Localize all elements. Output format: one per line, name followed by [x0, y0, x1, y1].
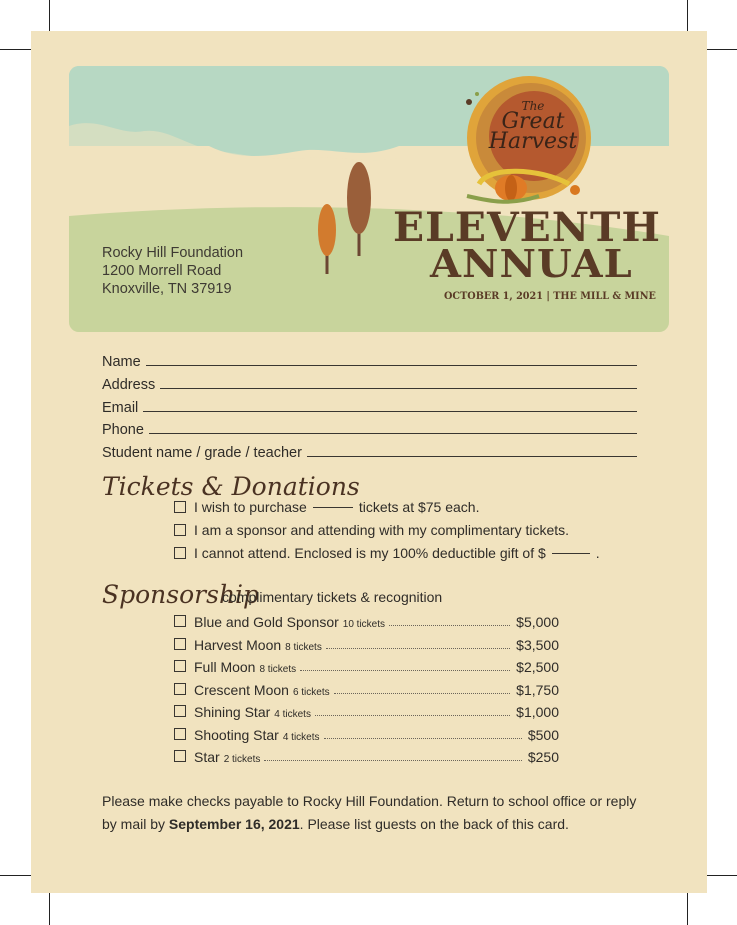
tier-name: Full Moon — [194, 659, 256, 675]
sponsor-tier[interactable] — [174, 725, 559, 743]
logo-line-the: The — [521, 99, 545, 113]
address-line: Knoxville, TN 37919 — [102, 281, 232, 297]
tickets-heading: Tickets & Donations — [102, 472, 360, 501]
option-text: tickets at $75 each. — [358, 499, 480, 515]
sponsor-tier[interactable] — [174, 635, 559, 653]
tier-tickets: 2 tickets — [223, 754, 261, 765]
crop-mark — [49, 0, 50, 31]
sponsor-tier[interactable] — [174, 657, 559, 675]
tier-tickets: 4 tickets — [282, 732, 320, 743]
field-label: Address — [102, 377, 156, 393]
tier-tickets: 6 tickets — [292, 687, 330, 698]
phone-field[interactable] — [102, 418, 637, 438]
instructions-text: Please make checks payable to Rocky Hill Foundation. Return to school office or reply by mail by — [102, 793, 637, 832]
checkbox[interactable] — [174, 683, 186, 695]
payment-instructions — [102, 790, 642, 836]
crop-mark — [707, 49, 737, 50]
sponsorship-subheading: complimentary tickets & recognition — [222, 589, 443, 605]
tier-tickets: 8 tickets — [285, 642, 322, 653]
sponsor-attending-option[interactable] — [174, 522, 569, 538]
option-text: I am a sponsor and attending with my complimentary tickets. — [194, 522, 570, 538]
logo-script — [478, 100, 588, 152]
logo-line-harvest: Harvest — [488, 129, 578, 154]
donation-option[interactable] — [174, 545, 600, 561]
crop-mark — [687, 0, 688, 31]
purchase-option[interactable] — [174, 499, 479, 515]
checkbox[interactable] — [174, 750, 186, 762]
tier-price: $3,500 — [516, 637, 559, 653]
checkbox[interactable] — [174, 638, 186, 650]
option-text: . — [595, 545, 600, 561]
mailing-address — [102, 244, 243, 298]
crop-mark — [687, 893, 688, 925]
address-line: Rocky Hill Foundation — [102, 245, 244, 261]
sponsor-tier[interactable] — [174, 702, 559, 720]
field-label: Student name / grade / teacher — [102, 445, 302, 461]
tier-price: $500 — [527, 727, 559, 743]
tier-name: Star — [194, 749, 220, 765]
option-text: I cannot attend. Enclosed is my 100% deductible gift of $ — [194, 545, 546, 561]
checkbox[interactable] — [174, 615, 186, 627]
event-date-venue: OCTOBER 1, 2021 | THE MILL & MINE — [444, 290, 656, 302]
address-line: 1200 Morrell Road — [102, 263, 222, 279]
checkbox[interactable] — [174, 547, 186, 559]
tier-price: $2,500 — [516, 659, 559, 675]
tier-name: Blue and Gold Sponsor — [194, 614, 339, 630]
headline-eleventh: ELEVENTH — [393, 204, 662, 251]
checkbox[interactable] — [174, 660, 186, 672]
deadline-date: September 16, 2021 — [168, 816, 300, 832]
student-field[interactable] — [102, 441, 637, 461]
field-label: Phone — [102, 422, 144, 438]
name-field[interactable] — [102, 350, 637, 370]
crop-mark — [49, 893, 50, 925]
email-field[interactable] — [102, 396, 637, 416]
option-text: I wish to purchase — [194, 499, 307, 515]
checkbox[interactable] — [174, 524, 186, 536]
sponsorship-heading: Sponsorship — [102, 580, 260, 609]
ticket-count-blank[interactable] — [313, 506, 353, 508]
tier-price: $5,000 — [516, 614, 559, 630]
tier-price: $250 — [527, 749, 559, 765]
sponsor-tier[interactable] — [174, 680, 559, 698]
sponsor-tier[interactable] — [174, 747, 559, 765]
crop-mark — [0, 49, 31, 50]
tier-name: Crescent Moon — [194, 682, 289, 698]
checkbox[interactable] — [174, 728, 186, 740]
checkbox[interactable] — [174, 705, 186, 717]
field-label: Name — [102, 354, 141, 370]
gift-amount-blank[interactable] — [552, 552, 590, 554]
tier-tickets: 8 tickets — [259, 664, 297, 675]
tier-name: Shooting Star — [194, 727, 279, 743]
sponsor-tier[interactable] — [174, 612, 559, 630]
tier-name: Shining Star — [194, 704, 271, 720]
headline-annual: ANNUAL — [430, 241, 633, 286]
crop-mark — [0, 875, 31, 876]
tier-tickets: 10 tickets — [342, 619, 386, 630]
address-field[interactable] — [102, 373, 637, 393]
tier-tickets: 4 tickets — [274, 709, 311, 720]
tier-name: Harvest Moon — [194, 637, 282, 653]
checkbox[interactable] — [174, 501, 186, 513]
instructions-text: . Please list guests on the back of this card. — [299, 816, 569, 832]
logo-line-great: Great — [501, 109, 565, 134]
crop-mark — [707, 875, 737, 876]
field-label: Email — [102, 400, 139, 416]
tier-price: $1,750 — [516, 682, 559, 698]
tier-price: $1,000 — [516, 704, 559, 720]
